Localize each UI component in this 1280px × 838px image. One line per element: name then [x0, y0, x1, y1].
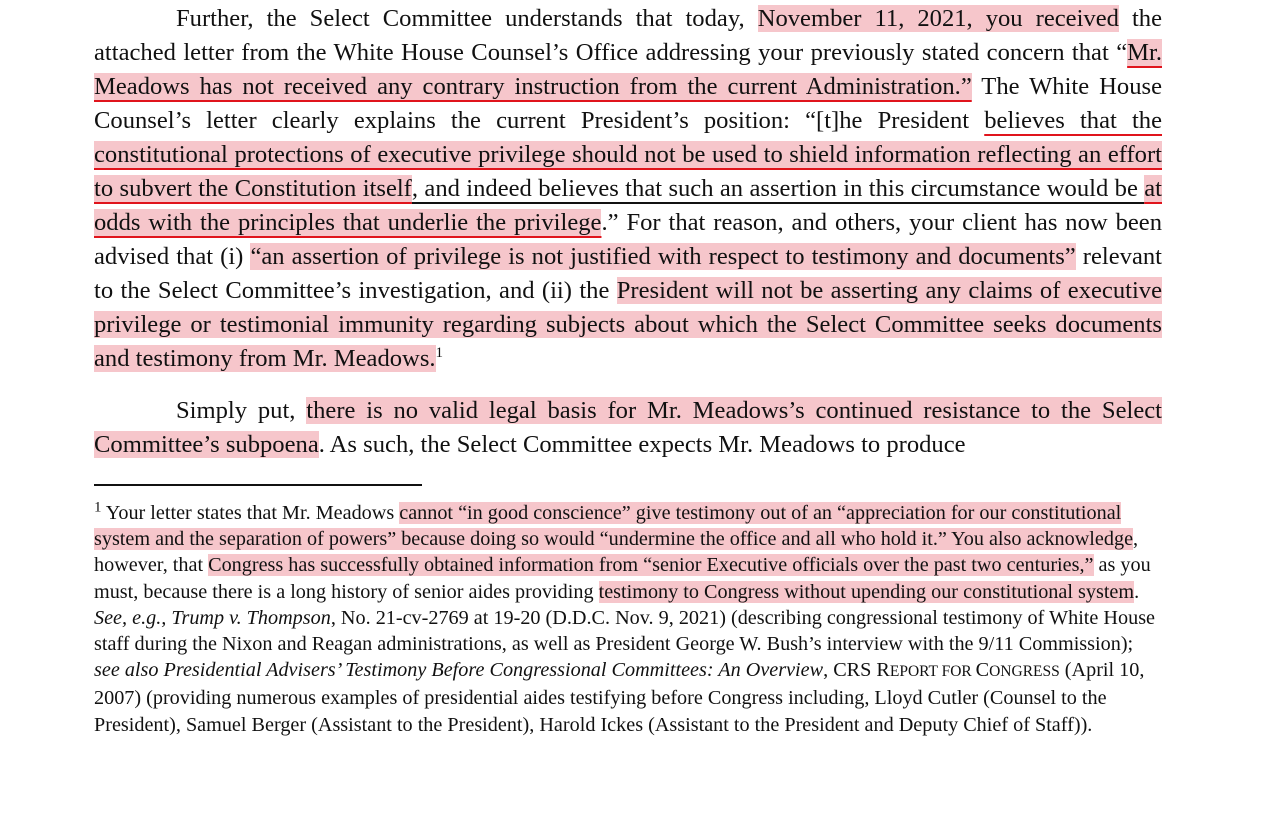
highlight-underline-constitutional: constitutional protections of executive privilege should not be used to shield information reflecting an effort to subvert the Constitution itself — [94, 141, 1162, 202]
highlight-testimony-congress: testimony to Congress without upending our constitutional system — [598, 580, 1135, 603]
highlight-no-legal-basis: there is no valid legal basis for Mr. Meadows’s continued resistance to the Select Committee’s subpoena — [94, 397, 1162, 458]
footnote-mark: 1 — [94, 499, 102, 516]
fn-text: , however, that — [94, 528, 1139, 577]
highlight-congress-obtained: Congress has successfully obtained information from “senior Executive officials over the past two centuries,” — [208, 554, 1094, 577]
p2-text: . As such, the Select Committee expects Mr. Meadows to produce — [318, 431, 966, 458]
p1-text: .” For that reason, and others, your client has now been advised that (i) — [94, 209, 1162, 270]
p1-text: Further, the Select Committee understands that today, — [176, 5, 758, 32]
highlight-assertion: “an assertion of privilege is not justified with respect to testimony and documents” — [250, 243, 1076, 270]
underline-indeed: , and indeed believes that such an assertion in this circumstance would be — [411, 175, 1145, 202]
small-caps-text: ONGRESS — [989, 663, 1060, 681]
p1-text: the attached letter from the White House Counsel’s Office addressing your previously stated concern that “ — [94, 5, 1162, 66]
highlight-good-conscience: cannot “in good conscience” give testimony out of an “appreciation for our constitutional system and the separation of powers” because doing so would “undermine the office and all who hold it.” You also acknowledge — [94, 502, 1134, 551]
p2-text: Simply put, — [176, 397, 307, 424]
small-caps-text: EPORT FOR — [889, 663, 976, 681]
fn-text: , CRS R — [823, 659, 890, 682]
fn-text: . — [1134, 580, 1140, 603]
highlight-date: November 11, 2021, you received — [757, 5, 1119, 32]
paragraph-1 — [94, 0, 1162, 376]
small-caps-initial: C — [975, 659, 990, 682]
fn-text: Your letter states that Mr. Meadows — [101, 502, 400, 524]
document-page — [94, 0, 1162, 738]
footnote-separator — [94, 484, 422, 486]
highlight-president: President will not be asserting any claims of executive privilege or testimonial immunity regarding subjects about which the Select Committee seeks documents and testimony from Mr. Meadows. — [94, 277, 1162, 372]
p1-text: The White House Counsel’s letter clearly explains the current President’s position: “[t]he President — [94, 73, 1162, 134]
underline-believes: believes that the — [984, 107, 1162, 134]
fn-text: as you must, because there is a long history of senior aides providing — [94, 554, 1151, 603]
p1-text: relevant to the Select Committee’s investigation, and (ii) the — [94, 243, 1162, 304]
footnote-reference: 1 — [435, 344, 444, 361]
footnote-1 — [94, 500, 1162, 738]
fn-text: (April 10, 2007) (providing numerous examples of presidential aides testifying before Congress including, Lloyd Cutler (Counsel to the President), Samuel Berger (Assistant to the President), Harold Ickes (Assistant to the President and Deputy Chief of Staff)). — [94, 659, 1145, 736]
fn-text: , No. 21-cv-2769 at 19-20 (D.D.C. Nov. 9, 2021) (describing congressional testimony of White House staff during the Nixon and Reagan administrations, as well as President George W. Bush’s interview with the 9/11 Commission); — [94, 606, 1156, 656]
citation-italic: See, e.g., Trump v. Thompson — [94, 606, 331, 629]
highlight-underline-odds: at odds with the principles that underlie the privilege — [94, 175, 1162, 236]
highlight-underline-quote: Mr. Meadows has not received any contrary instruction from the current Administration.” — [94, 39, 1162, 100]
paragraph-2 — [94, 394, 1162, 462]
citation-italic: see also Presidential Advisers’ Testimony Before Congressional Committees: An Overview — [94, 659, 824, 682]
